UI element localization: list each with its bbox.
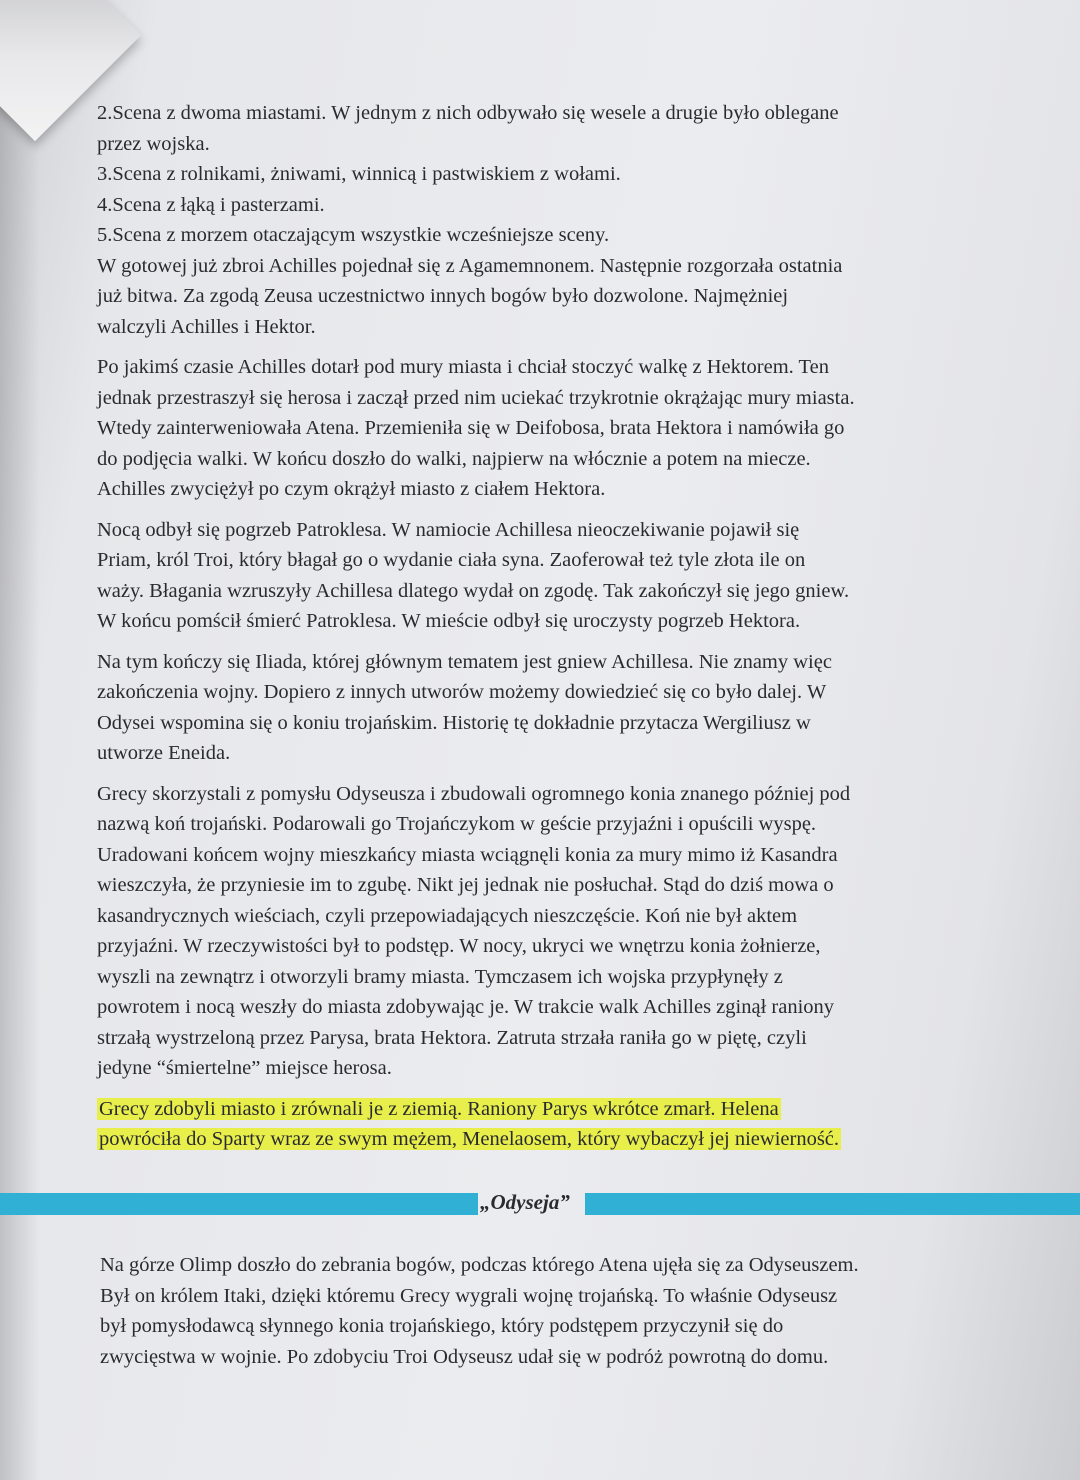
text-line: strzałą wystrzeloną przez Parysa, brata Hektora. Zatruta strzała raniła go w piętę, czyli xyxy=(97,1026,807,1049)
text-line: W gotowej już zbroi Achilles pojednał się z Agamemnonem. Następnie rozgorzała ostatnia xyxy=(97,254,843,277)
text-line: wyszli na zewnątrz i otworzyli bramy miasta. Tymczasem ich wojska przypłynęły z xyxy=(97,965,783,988)
text-line: 3.Scena z rolnikami, żniwami, winnicą i pastwiskiem z wołami. xyxy=(97,163,621,185)
text-line: Był on królem Itaki, dzięki któremu Grecy wygrali wojnę trojańską. To właśnie Odyseusz xyxy=(100,1284,838,1307)
text-line: Na tym kończy się Iliada, której głównym tematem jest gniew Achillesa. Nie znamy więc xyxy=(97,650,832,673)
highlighted-paragraph xyxy=(97,1094,985,1155)
paragraph-block-3 xyxy=(97,515,985,637)
text-line: Nocą odbył się pogrzeb Patroklesa. W namiocie Achillesa nieoczekiwanie pojawił się xyxy=(97,518,800,541)
page-shadow xyxy=(0,0,40,1480)
text-body xyxy=(97,98,985,1155)
highlighted-line: powróciła do Sparty wraz ze swym mężem, Menelaosem, który wybaczył jej niewierność. xyxy=(99,1128,840,1150)
text-line: zakończenia wojny. Dopiero z innych utworów możemy dowiedzieć się co było dalej. W xyxy=(97,681,827,703)
section-bar-right xyxy=(585,1193,1080,1215)
paragraph-block-2 xyxy=(97,352,985,505)
text-line: W końcu pomścił śmierć Patroklesa. W mieście odbył się uroczysty pogrzeb Hektora. xyxy=(97,610,801,632)
text-line: do podjęcia walki. W końcu doszło do walki, najpierw na włócznie a potem na miecze. xyxy=(97,447,811,470)
text-line: Grecy skorzystali z pomysłu Odyseusza i zbudowali ogromnego konia znanego później pod xyxy=(97,782,851,805)
text-line: przyjaźni. W rzeczywistości był to podstęp. W nocy, ukryci we wnętrzu konia żołnierze, xyxy=(97,935,821,957)
paragraph-block-4 xyxy=(97,647,985,769)
section-header-bar xyxy=(0,1190,1080,1217)
text-line: Achilles zwyciężył po czym okrążył miasto z ciałem Hektora. xyxy=(97,478,606,500)
text-line: przez wojska. xyxy=(97,132,210,155)
paragraph-block-5 xyxy=(97,779,985,1084)
text-line: jedyne “śmiertelne” miejsce herosa. xyxy=(97,1057,392,1079)
text-line: wieszczyła, że przyniesie im to zgubę. Nikt jej jednak nie posłuchał. Stąd do dziś mowa o xyxy=(97,874,834,896)
text-line: 5.Scena z morzem otaczającym wszystkie wcześniejsze sceny. xyxy=(97,224,610,246)
text-line: waży. Błagania wzruszyły Achillesa dlatego wydał on zgodę. Tak zakończył się jego gniew. xyxy=(97,579,850,602)
text-line: już bitwa. Za zgodą Zeusa uczestnictwo innych bogów było dozwolone. Najmężniej xyxy=(97,285,789,307)
section-title: „Odyseja” xyxy=(480,1190,570,1214)
text-line: Wtedy zainterweniowała Atena. Przemieniła się w Deifobosa, brata Hektora i namówiła go xyxy=(97,417,845,439)
section-bar-left xyxy=(0,1193,478,1215)
highlighted-line: Grecy zdobyli miasto i zrównali je z ziemią. Raniony Parys wkrótce zmarł. Helena xyxy=(99,1097,779,1120)
text-line: 4.Scena z łąką i pasterzami. xyxy=(97,193,325,216)
text-line: Po jakimś czasie Achilles dotarł pod mury miasta i chciał stoczyć walkę z Hektorem. Ten xyxy=(97,356,829,378)
text-line: powrotem i nocą weszły do miasta zdobywając je. W trakcie walk Achilles zginął raniony xyxy=(97,996,835,1018)
paragraph-block-1 xyxy=(97,98,985,342)
text-line: Uradowani końcem wojny mieszkańcy miasta wciągnęli konia za mury mimo iż Kasandra xyxy=(97,843,838,866)
text-line: Priam, król Troi, który błagał go o wydanie ciała syna. Zaoferował też tyle złota ile on xyxy=(97,549,806,571)
text-line: 2.Scena z dwoma miastami. W jednym z nich odbywało się wesele a drugie było oblegane xyxy=(97,102,839,124)
text-line: zwycięstwa w wojnie. Po zdobyciu Troi Odyseusz udał się w podróż powrotną do domu. xyxy=(100,1345,829,1368)
text-line: był pomysłodawcą słynnego konia trojańskiego, który podstępem przyczynił się do xyxy=(100,1315,784,1337)
text-line: walczyli Achilles i Hektor. xyxy=(97,315,316,338)
text-line: utworze Eneida. xyxy=(97,742,231,764)
text-line: Odysei wspomina się o koniu trojańskim. Historię tę dokładnie przytacza Wergiliusz w xyxy=(97,711,811,734)
text-line: jednak przestraszył się herosa i zaczął przed nim uciekać trzykrotnie okrążając mury miasta. xyxy=(97,386,855,409)
text-line: kasandrycznych wieściach, czyli przepowiadających nieszczęście. Koń nie był aktem xyxy=(97,904,798,927)
text-line: nazwą koń trojański. Podarowali go Trojańczykom w geście przyjaźni i opuścili wyspę. xyxy=(97,813,817,835)
text-line: Na górze Olimp doszło do zebrania bogów, podczas którego Atena ujęła się za Odyseuszem. xyxy=(100,1254,859,1276)
paragraph-block-6 xyxy=(100,1250,988,1372)
